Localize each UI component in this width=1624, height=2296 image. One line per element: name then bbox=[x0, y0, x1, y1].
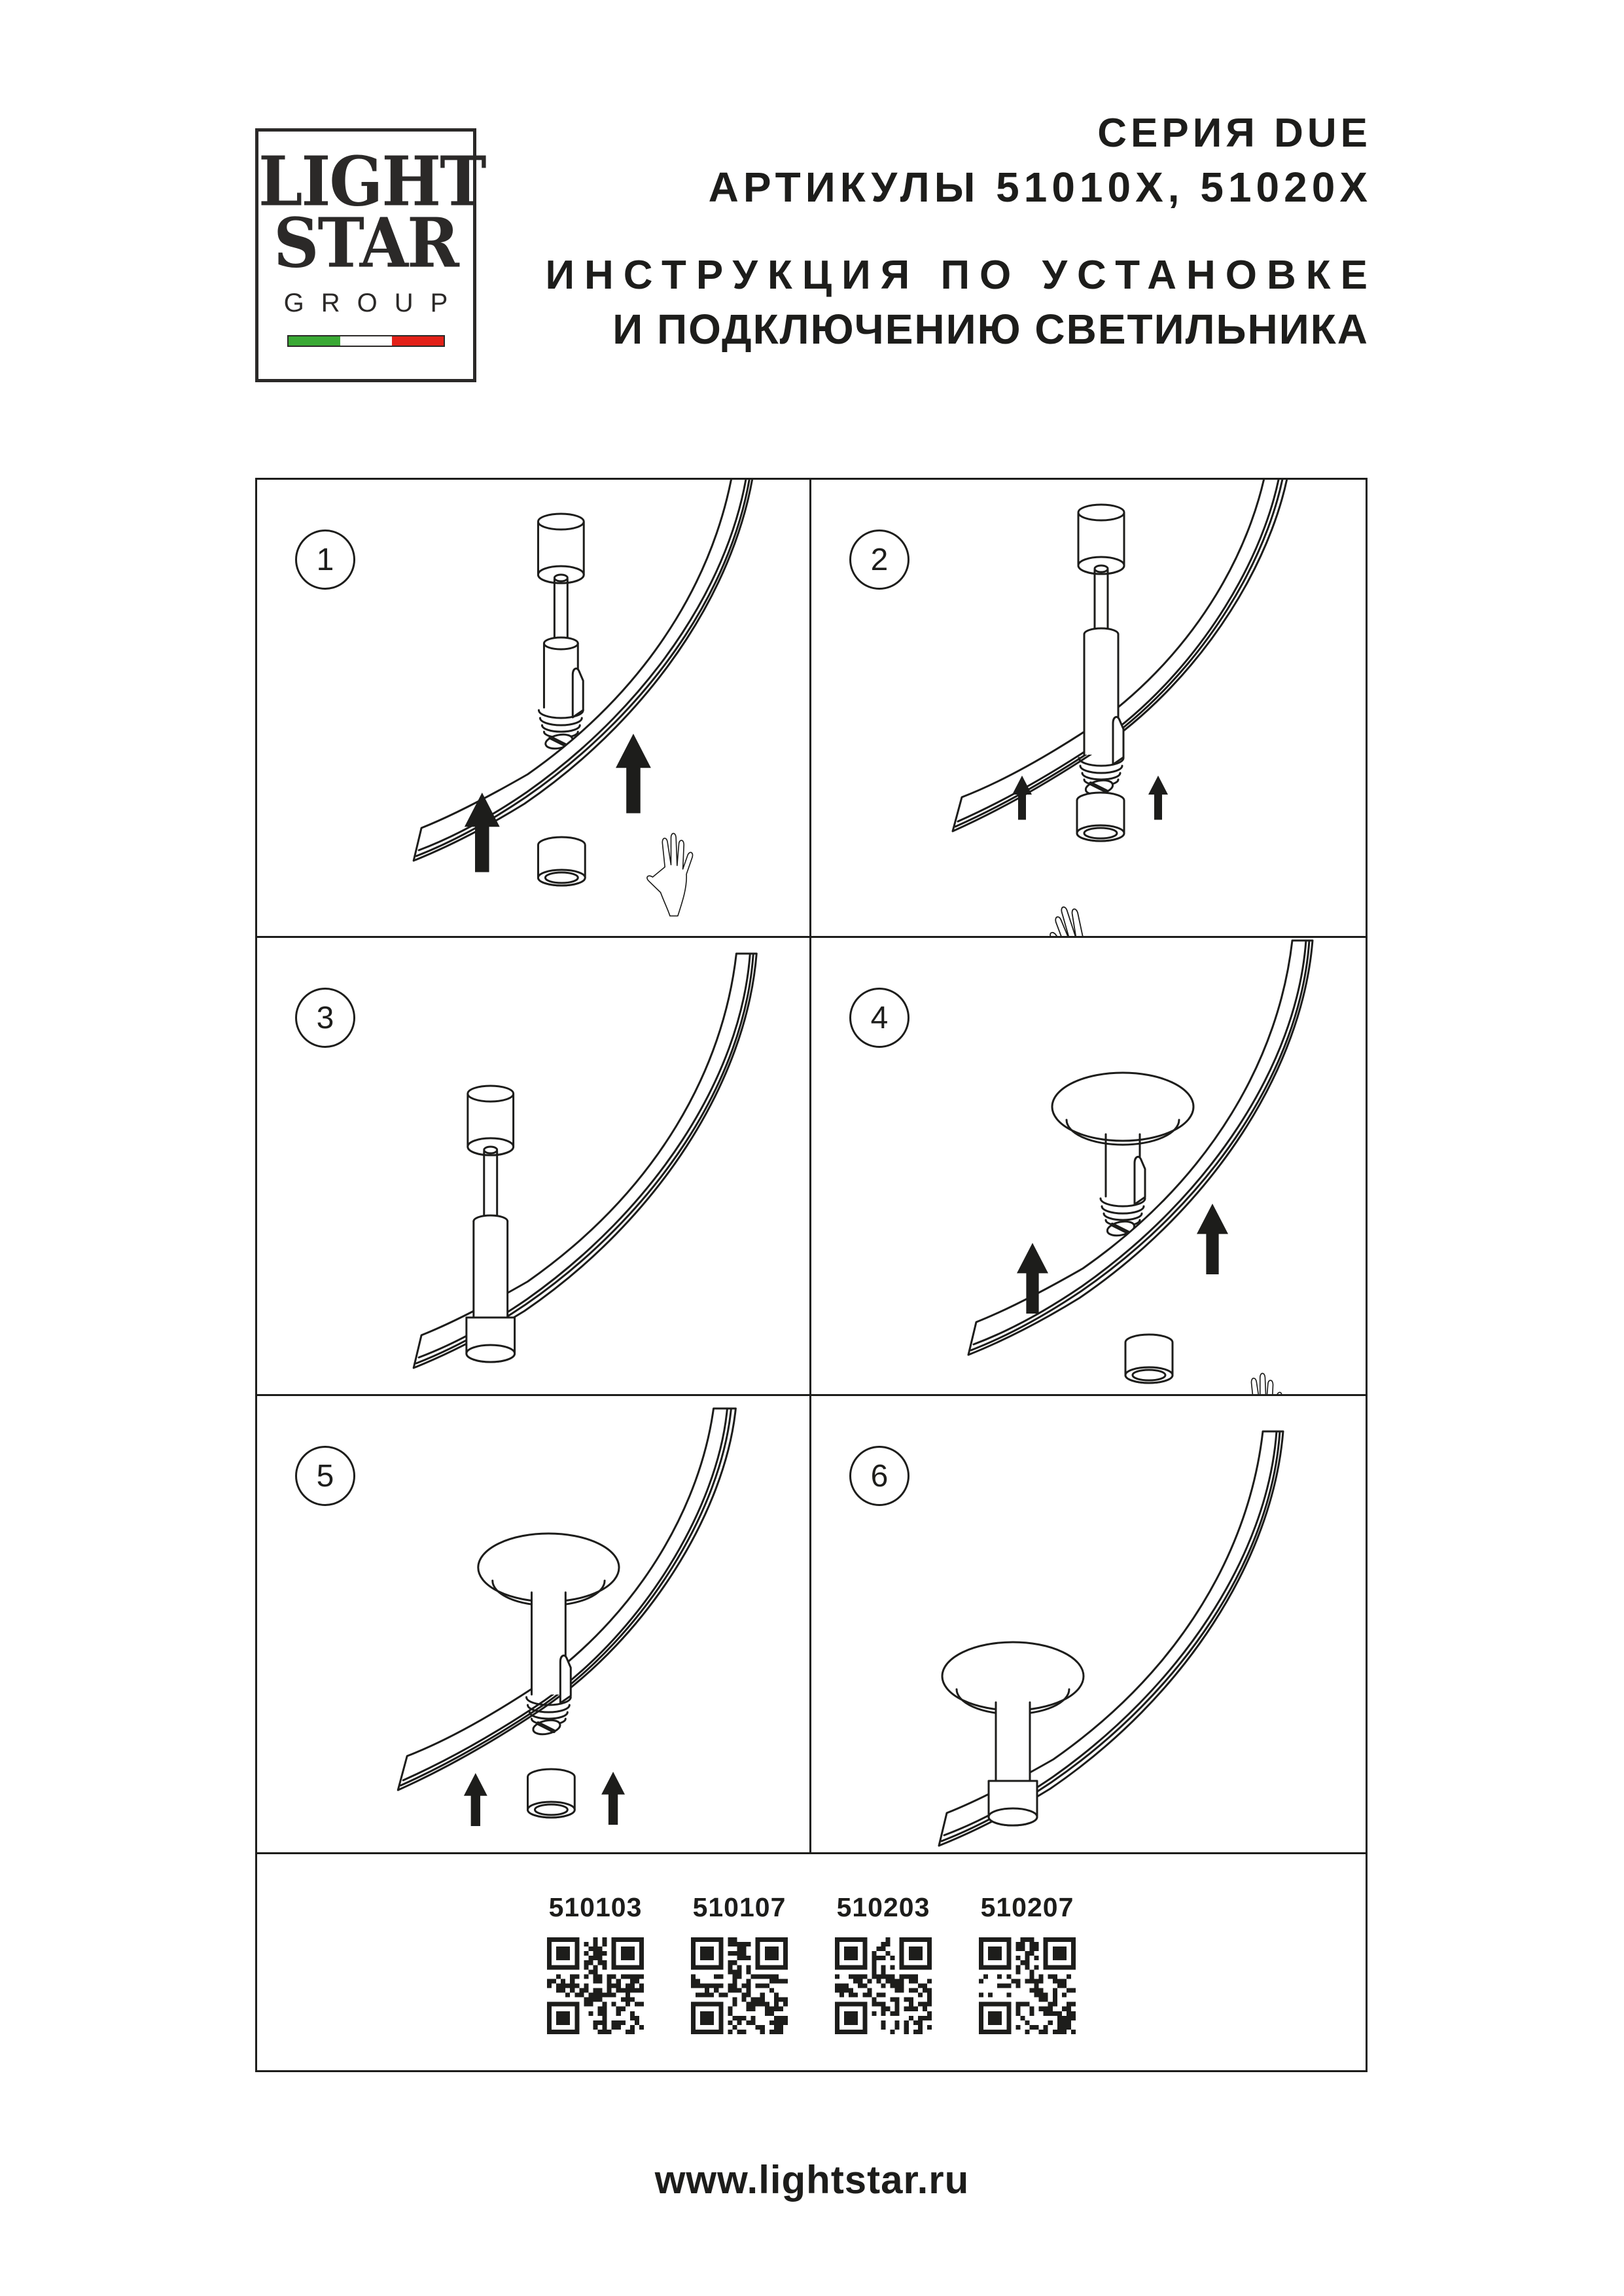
articles-line: АРТИКУЛЫ 51010X, 51020X bbox=[708, 164, 1372, 211]
arrow-up-icon bbox=[616, 734, 651, 814]
article-number: 510103 bbox=[548, 1892, 643, 1922]
pendant-fixture bbox=[538, 514, 584, 751]
arrow-up-icon bbox=[1197, 1204, 1228, 1274]
fixing-cap bbox=[538, 837, 585, 886]
step-number-badge: 2 bbox=[849, 529, 909, 590]
track-rail bbox=[414, 954, 756, 1368]
fixing-cap bbox=[1125, 1335, 1173, 1383]
step-number-badge: 5 bbox=[295, 1446, 355, 1506]
qr-item bbox=[547, 1892, 644, 2034]
qr-code bbox=[547, 1937, 644, 2034]
hand-icon bbox=[1236, 1373, 1282, 1394]
qr-item bbox=[979, 1892, 1076, 2034]
track-rail bbox=[414, 480, 756, 861]
article-number: 510203 bbox=[836, 1892, 930, 1922]
flag-red-stripe bbox=[392, 336, 444, 346]
fixing-cap bbox=[1077, 793, 1124, 841]
series-title: СЕРИЯ DUE bbox=[1097, 111, 1371, 156]
qr-code bbox=[979, 1937, 1076, 2034]
step-number-badge: 3 bbox=[295, 988, 355, 1048]
article-qr-row bbox=[257, 1854, 1366, 2070]
hand-icon bbox=[1043, 898, 1118, 936]
italian-flag-icon bbox=[287, 335, 445, 347]
header-title-block bbox=[545, 110, 1377, 353]
article-number: 510207 bbox=[980, 1892, 1074, 1922]
website-url: www.lightstar.ru bbox=[654, 2158, 970, 2202]
step-number-badge: 4 bbox=[849, 988, 909, 1048]
logo-word-light: LIGHT bbox=[258, 141, 485, 222]
hand-icon bbox=[647, 833, 693, 916]
arrow-up-icon bbox=[1148, 776, 1168, 820]
step-number-badge: 6 bbox=[849, 1446, 909, 1506]
flag-green-stripe bbox=[289, 336, 340, 346]
step-panel-6 bbox=[811, 1396, 1366, 1854]
arrow-up-icon bbox=[464, 1773, 487, 1826]
steps-grid bbox=[255, 478, 1368, 2072]
qr-item bbox=[691, 1892, 788, 2034]
pendant-fixture bbox=[1078, 505, 1124, 797]
qr-code bbox=[691, 1937, 788, 2034]
fixing-cap bbox=[989, 1781, 1037, 1825]
logo-word-group: GROUP bbox=[283, 289, 465, 318]
instruction-title-line2: И ПОДКЛЮЧЕНИЮ СВЕТИЛЬНИКА bbox=[612, 306, 1369, 353]
qr-item bbox=[835, 1892, 932, 2034]
step-panel-4 bbox=[811, 938, 1366, 1396]
step-panel-2 bbox=[811, 480, 1366, 938]
instruction-title-line1: ИНСТРУКЦИЯ ПО УСТАНОВКЕ bbox=[545, 253, 1377, 298]
article-number: 510107 bbox=[692, 1892, 786, 1922]
fixing-cap bbox=[528, 1769, 575, 1818]
fixing-cap bbox=[467, 1318, 515, 1362]
step-panel-5 bbox=[257, 1396, 811, 1854]
pendant-fixture bbox=[468, 1086, 514, 1318]
logo-word-star: STAR bbox=[274, 203, 458, 283]
arrow-up-icon bbox=[601, 1772, 625, 1825]
step-panel-1 bbox=[257, 480, 811, 938]
qr-code bbox=[835, 1937, 932, 2034]
step-number-badge: 1 bbox=[295, 529, 355, 590]
step-panel-3 bbox=[257, 938, 811, 1396]
lightstar-logo bbox=[255, 128, 485, 382]
flag-white-stripe bbox=[340, 336, 392, 346]
